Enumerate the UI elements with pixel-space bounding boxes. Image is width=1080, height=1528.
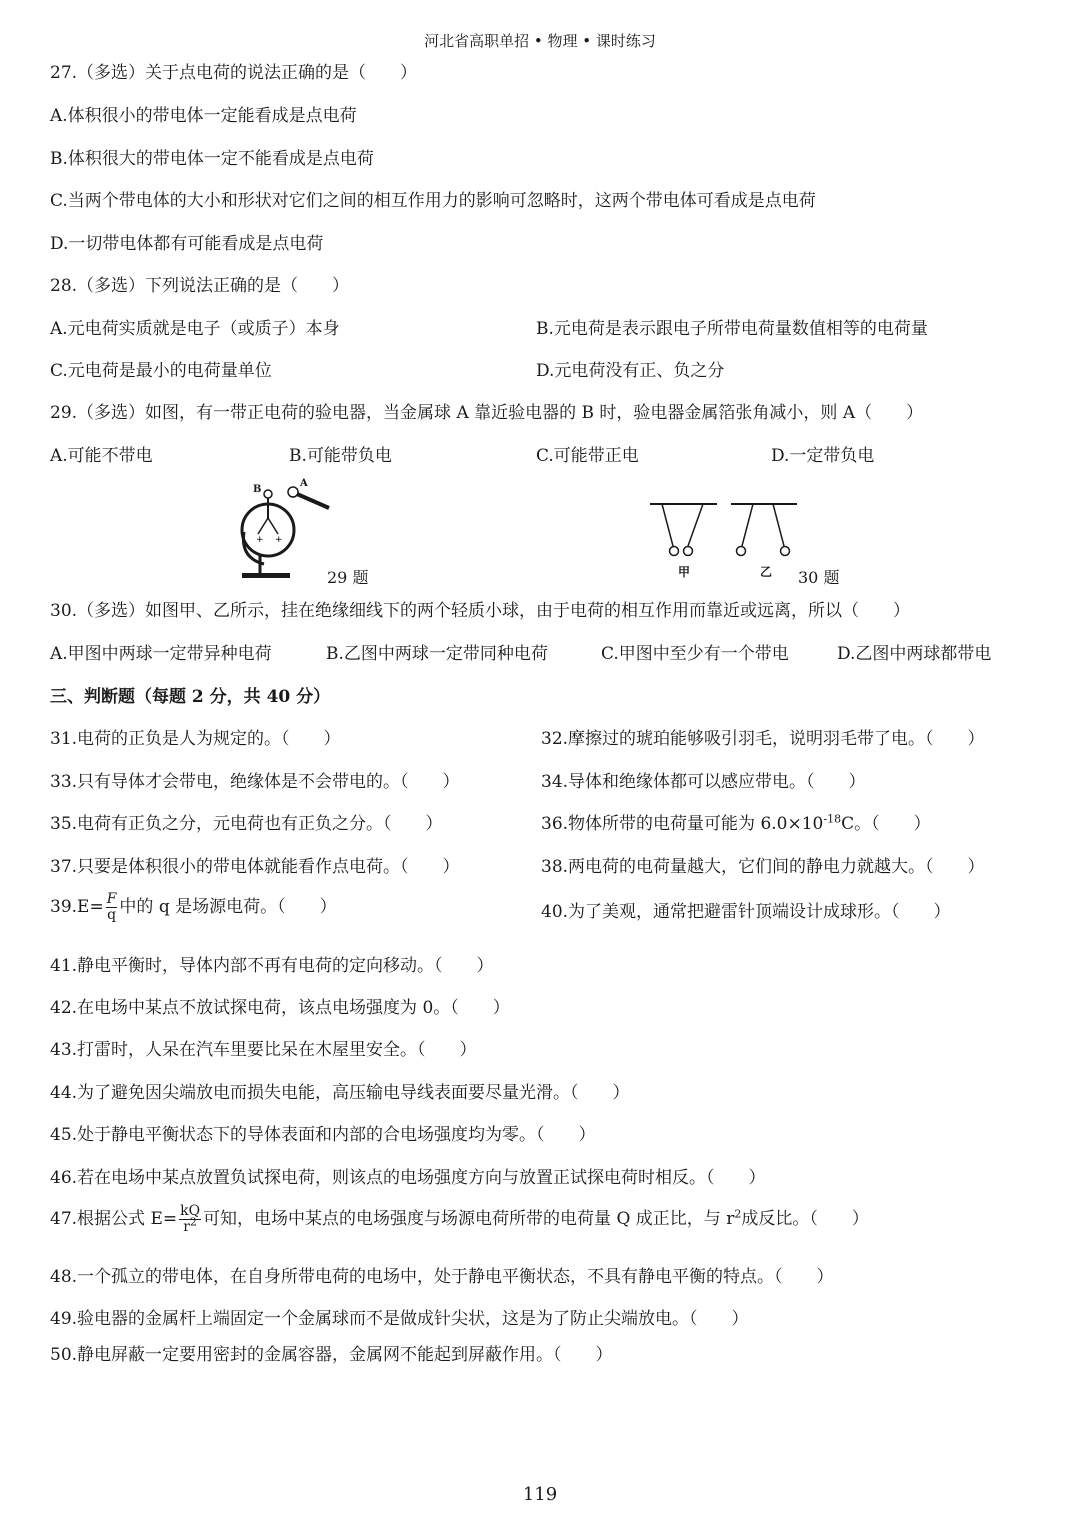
label-yi: 乙 [760,565,773,579]
question-30-stem: 30.（多选）如图甲、乙所示，挂在绝缘细线下的两个轻质小球，由于电荷的相互作用而靠近或远离，所以（ ） [50,601,911,621]
question-30-option-a: A.甲图中两球一定带异种电荷 [50,644,272,664]
q39-fraction [106,892,118,923]
question-36 [541,813,931,835]
question-47 [50,1204,869,1235]
question-30-option-d: D.乙图中两球都带电 [837,644,992,664]
label-jia: 甲 [678,565,691,579]
question-29-stem: 29.（多选）如图，有一带正电荷的验电器，当金属球 A 靠近验电器的 B 时，验电器金属箔张角减小，则 A（ ） [50,403,924,423]
label-a: A [300,478,308,489]
figure-29-caption: 29 题 [327,568,369,587]
q47-numerator: kQ [180,1203,201,1219]
q47-fraction [179,1204,201,1235]
q47-den-base: r [183,1219,190,1235]
svg-text:+: + [256,535,264,545]
q47-text-post: 成反比。（ ） [741,1209,869,1229]
question-29-option-d: D.一定带负电 [771,446,875,466]
question-33: 33.只有导体才会带电，绝缘体是不会带电的。（ ） [50,772,460,792]
hanging-balls-figure [645,500,805,562]
question-38: 38.两电荷的电荷量越大，它们间的静电力就越大。（ ） [541,857,985,877]
question-50: 50.静电屏蔽一定要用密封的金属容器，金属网不能起到屏蔽作用。（ ） [50,1345,613,1365]
question-32: 32.摩擦过的琥珀能够吸引羽毛，说明羽毛带了电。（ ） [541,729,985,749]
q39-text-post: 中的 q 是场源电荷。（ ） [119,897,337,917]
svg-text:+: + [275,535,283,545]
question-41: 41.静电平衡时，导体内部不再有电荷的定向移动。（ ） [50,956,494,976]
q47-text-mid: 可知，电场中某点的电场强度与场源电荷所带的电荷量 Q 成正比，与 r [203,1209,735,1229]
section-heading: 三、判断题（每题 2 分，共 40 分） [50,687,331,707]
q36-exponent: -18 [823,812,842,826]
question-29-option-b: B.可能带负电 [289,446,392,466]
question-43: 43.打雷时，人呆在汽车里要比呆在木屋里安全。（ ） [50,1040,477,1060]
question-39 [50,892,337,923]
question-30-option-c: C.甲图中至少有一个带电 [601,644,789,664]
question-27-option-a: A.体积很小的带电体一定能看成是点电荷 [50,106,357,126]
question-27-option-b: B.体积很大的带电体一定不能看成是点电荷 [50,149,374,169]
question-49: 49.验电器的金属杆上端固定一个金属球而不是做成针尖状，这是为了防止尖端放电。（ ） [50,1309,749,1329]
question-42: 42.在电场中某点不放试探电荷，该点电场强度为 0。（ ） [50,998,510,1018]
page-number: 119 [522,1484,558,1505]
question-28-option-a: A.元电荷实质就是电子（或质子）本身 [50,319,340,339]
question-31: 31.电荷的正负是人为规定的。（ ） [50,729,341,749]
q36-text-pre: 36.物体所带的电荷量可能为 6.0×10 [541,814,824,834]
question-28-option-d: D.元电荷没有正、负之分 [536,361,725,381]
question-34: 34.导体和绝缘体都可以感应带电。（ ） [541,772,866,792]
electroscope-figure [230,478,340,583]
label-b: B [253,484,262,495]
question-46: 46.若在电场中某点放置负试探电荷，则该点的电场强度方向与放置正试探电荷时相反。（ ） [50,1168,766,1188]
question-37: 37.只要是体积很小的带电体就能看作点电荷。（ ） [50,857,460,877]
question-28-stem: 28.（多选）下列说法正确的是（ ） [50,276,350,296]
page-header: 河北省高职单招 • 物理 • 课时练习 [424,32,656,50]
q47-denominator [179,1215,201,1235]
question-28-option-c: C.元电荷是最小的电荷量单位 [50,361,272,381]
q47-text-pre: 47.根据公式 E= [50,1209,178,1229]
q47-den-exponent: 2 [189,1215,197,1229]
question-29-option-c: C.可能带正电 [536,446,639,466]
q36-text-post: C。（ ） [841,814,931,834]
q39-text-pre: 39.E= [50,897,104,917]
q39-numerator: F [106,891,117,907]
question-30-option-b: B.乙图中两球一定带同种电荷 [326,644,548,664]
question-40: 40.为了美观，通常把避雷针顶端设计成球形。（ ） [541,902,951,922]
question-44: 44.为了避免因尖端放电而损失电能，高压输电导线表面要尽量光滑。（ ） [50,1083,630,1103]
question-48: 48.一个孤立的带电体，在自身所带电荷的电场中，处于静电平衡状态，不具有静电平衡的特点。（ ） [50,1267,834,1287]
figure-30-caption: 30 题 [798,568,840,587]
question-45: 45.处于静电平衡状态下的导体表面和内部的合电场强度均为零。（ ） [50,1125,596,1145]
question-28-option-b: B.元电荷是表示跟电子所带电荷量数值相等的电荷量 [536,319,928,339]
question-27-option-d: D.一切带电体都有可能看成是点电荷 [50,234,324,254]
question-27-option-c: C.当两个带电体的大小和形状对它们之间的相互作用力的影响可忽略时，这两个带电体可看成是点电荷 [50,191,816,211]
q39-denominator: q [107,907,117,923]
q47-exponent: 2 [734,1207,742,1221]
question-35: 35.电荷有正负之分，元电荷也有正负之分。（ ） [50,814,443,834]
question-29-option-a: A.可能不带电 [50,446,153,466]
question-27-stem: 27.（多选）关于点电荷的说法正确的是（ ） [50,63,418,83]
